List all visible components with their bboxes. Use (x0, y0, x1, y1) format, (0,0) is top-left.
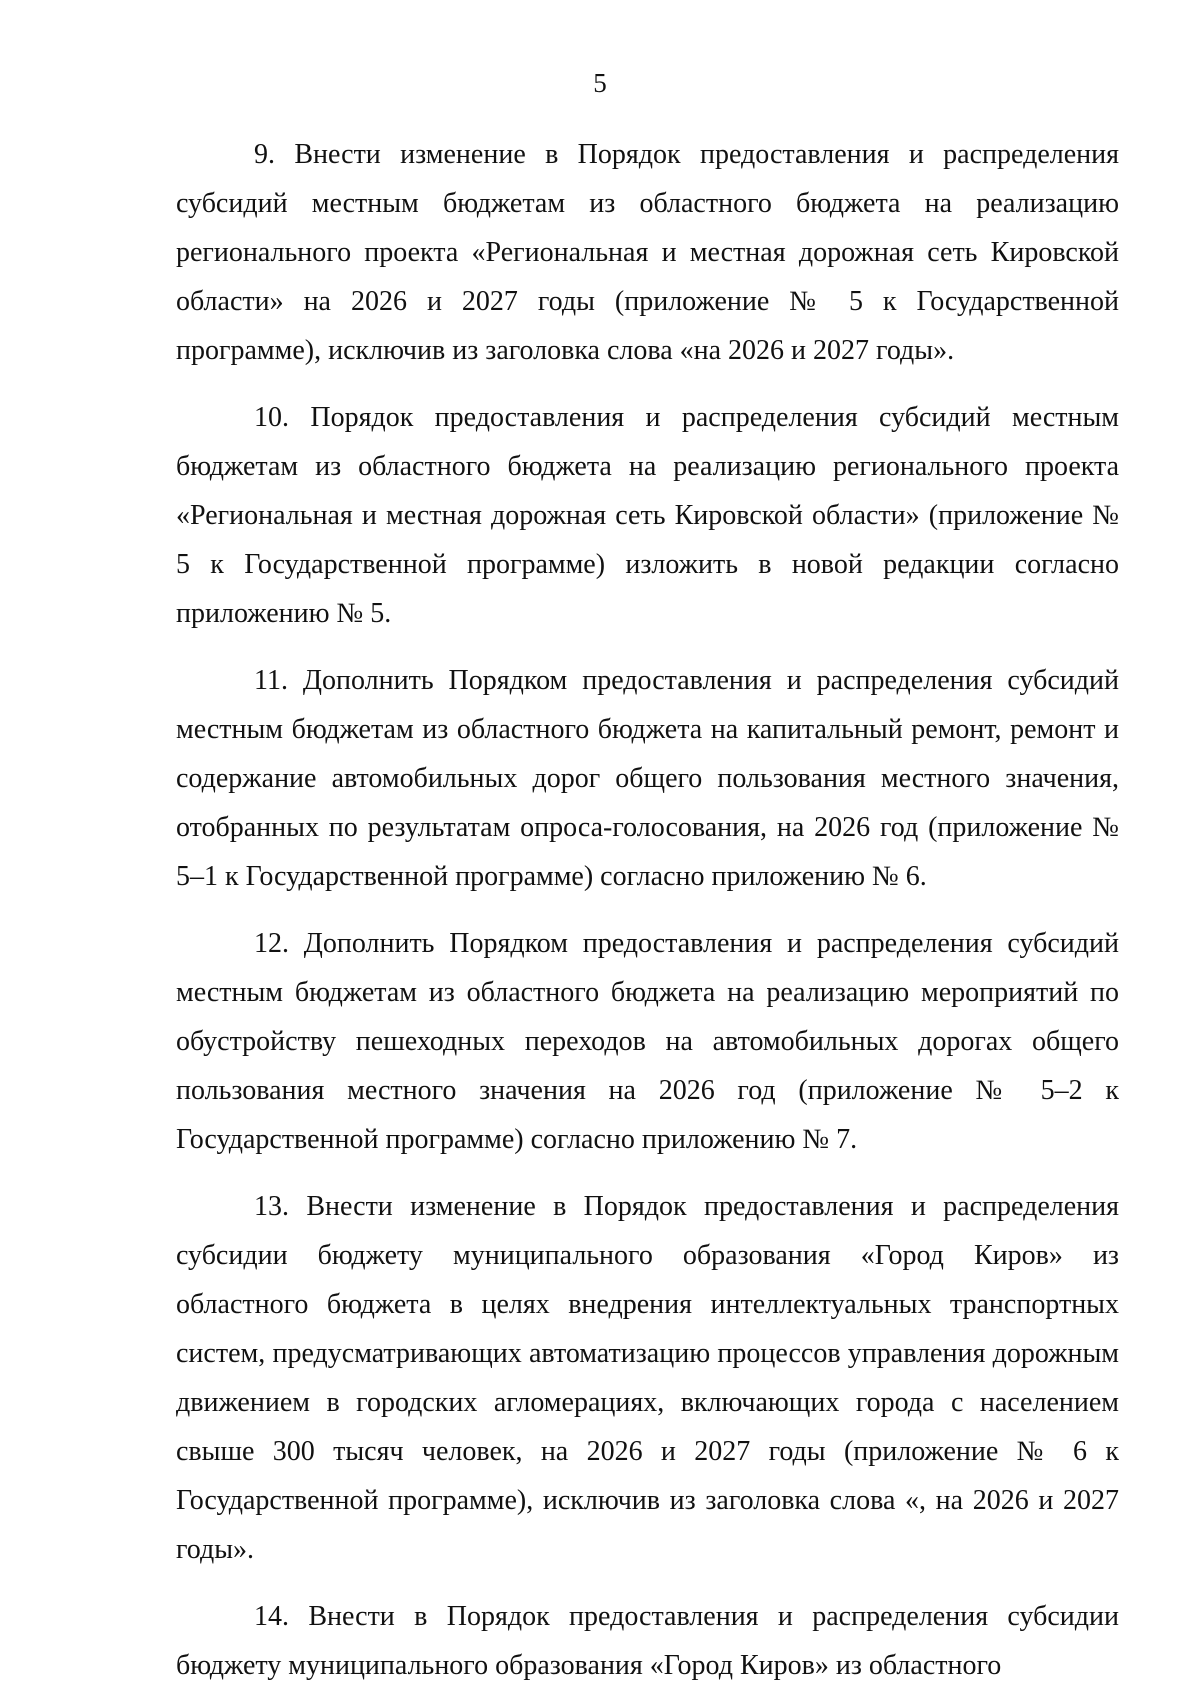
page-number: 5 (593, 68, 607, 98)
paragraph-item-13: 13. Внести изменение в Порядок предоставления и распределения субсидии бюджету муниципального образования «Город Киров» из областного бюджета в целях внедрения интеллектуальных транспортных систем, предусматривающих автоматизацию процессов управления дорожным движением в городских агломерациях, включающих города с населением свыше 300 тысяч человек, на 2026 и 2027 годы (приложение № 6 к Государственной программе), исключив из заголовка слова «, на 2026 и 2027 годы». (176, 1191, 1119, 1565)
paragraph-item-9: 9. Внести изменение в Порядок предоставления и распределения субсидий местным бюджетам из областного бюджета на реализацию регионального проекта «Региональная и местная дорожная сеть Кировской области» на 2026 и 2027 годы (приложение № 5 к Государственной программе), исключив из заголовка слова «на 2026 и 2027 годы». (176, 139, 1119, 366)
paragraph-item-14: 14. Внести в Порядок предоставления и распределения субсидии бюджету муниципального образования «Город Киров» из областного (176, 1601, 1119, 1681)
paragraph-item-11: 11. Дополнить Порядком предоставления и распределения субсидий местным бюджетам из областного бюджета на капитальный ремонт, ремонт и содержание автомобильных дорог общего пользования местного значения, отобранных по результатам опроса-голосования, на 2026 год (приложение № 5–1 к Государственной программе) согласно приложению № 6. (176, 665, 1119, 892)
paragraph-item-12: 12. Дополнить Порядком предоставления и распределения субсидий местным бюджетам из областного бюджета на реализацию мероприятий по обустройству пешеходных переходов на автомобильных дорогах общего пользования местного значения на 2026 год (приложение № 5–2 к Государственной программе) согласно приложению № 7. (176, 928, 1119, 1155)
document-body (176, 130, 1119, 1690)
paragraph-item-10: 10. Порядок предоставления и распределения субсидий местным бюджетам из областного бюджета на реализацию регионального проекта «Региональная и местная дорожная сеть Кировской области» (приложение № 5 к Государственной программе) изложить в новой редакции согласно приложению № 5. (176, 402, 1119, 629)
